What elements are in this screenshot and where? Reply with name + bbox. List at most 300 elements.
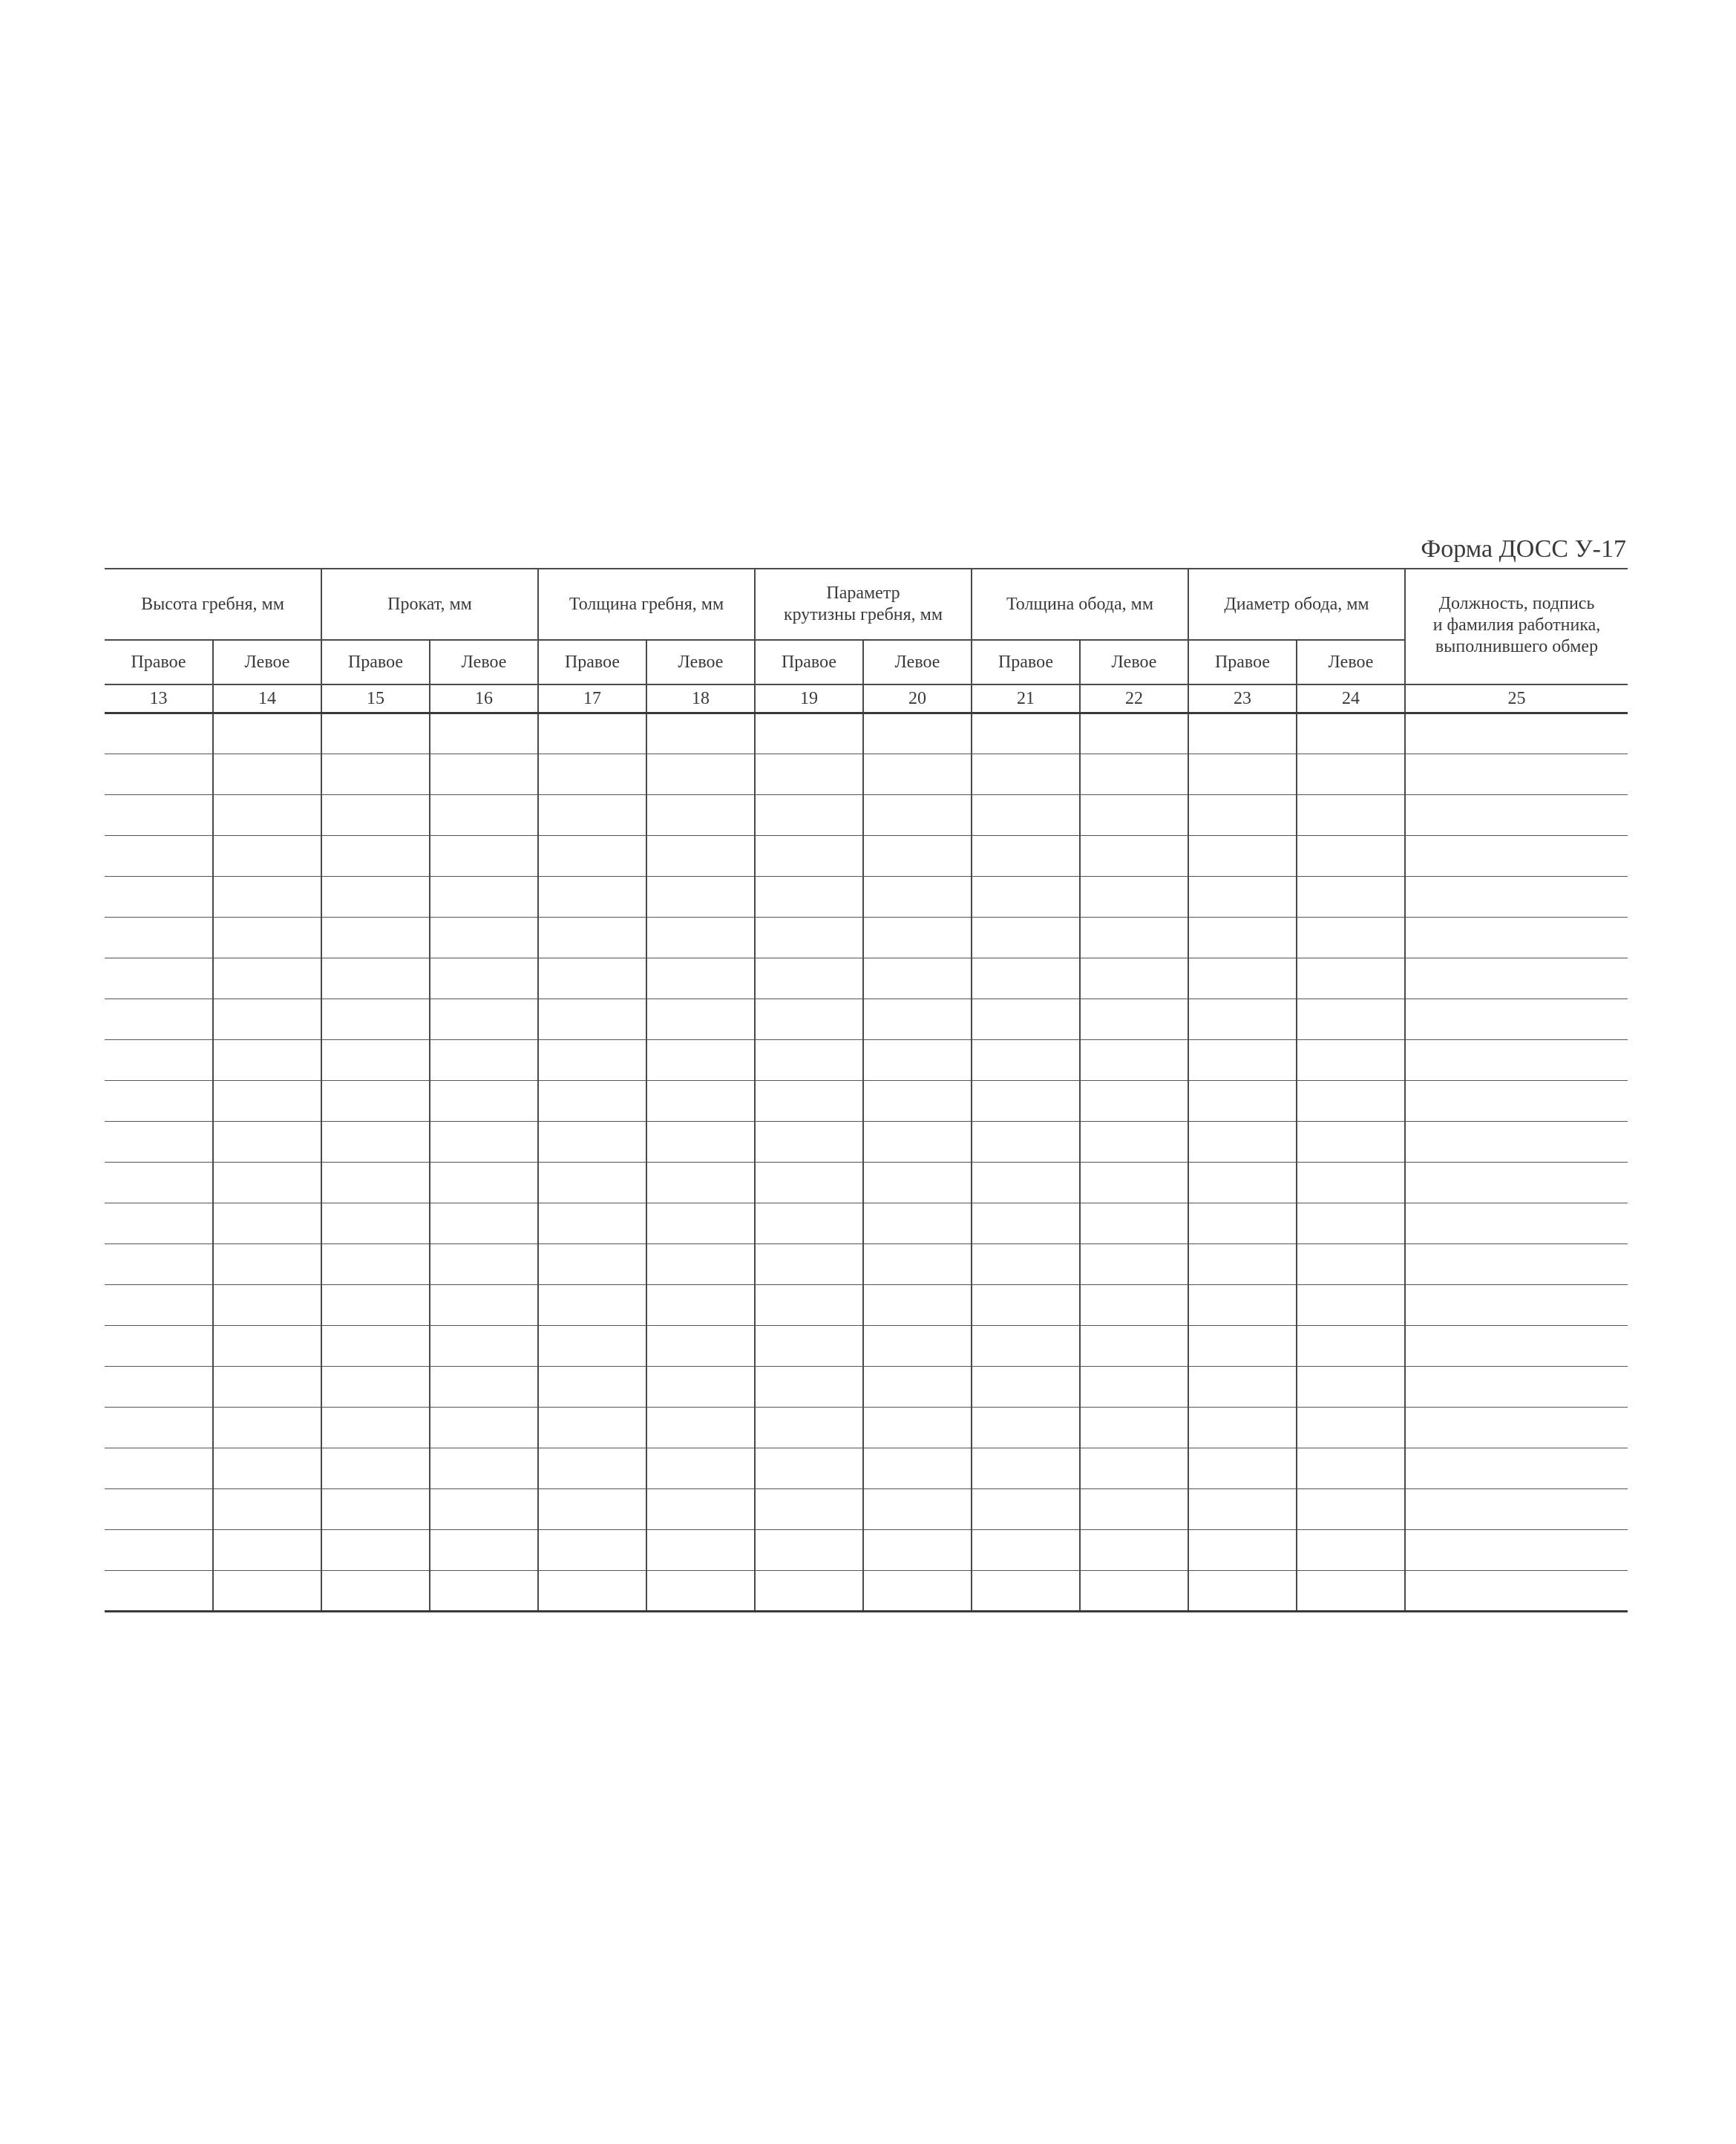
table-cell[interactable] <box>105 754 213 794</box>
table-cell[interactable] <box>538 1121 646 1162</box>
table-cell[interactable] <box>538 1162 646 1203</box>
table-cell[interactable] <box>105 958 213 999</box>
table-cell[interactable] <box>1405 1284 1628 1325</box>
table-cell[interactable] <box>1297 754 1405 794</box>
table-cell[interactable] <box>646 1570 755 1611</box>
table-cell[interactable] <box>1405 713 1628 754</box>
table-cell[interactable] <box>972 1488 1080 1529</box>
table-cell[interactable] <box>1405 1407 1628 1448</box>
table-cell[interactable] <box>105 1080 213 1121</box>
table-cell[interactable] <box>321 999 430 1039</box>
table-cell[interactable] <box>213 1407 321 1448</box>
table-cell[interactable] <box>1188 1325 1297 1366</box>
table-cell[interactable] <box>1297 1407 1405 1448</box>
table-cell[interactable] <box>1297 1039 1405 1080</box>
table-cell[interactable] <box>972 754 1080 794</box>
table-cell[interactable] <box>213 1570 321 1611</box>
table-cell[interactable] <box>1188 1039 1297 1080</box>
table-cell[interactable] <box>863 1407 972 1448</box>
table-cell[interactable] <box>538 1529 646 1570</box>
table-cell[interactable] <box>538 794 646 835</box>
table-cell[interactable] <box>538 1284 646 1325</box>
table-cell[interactable] <box>430 754 538 794</box>
table-cell[interactable] <box>646 1162 755 1203</box>
table-cell[interactable] <box>105 794 213 835</box>
table-cell[interactable] <box>1297 1121 1405 1162</box>
table-cell[interactable] <box>863 1203 972 1243</box>
table-cell[interactable] <box>755 1203 863 1243</box>
table-cell[interactable] <box>1080 1121 1188 1162</box>
table-cell[interactable] <box>863 1488 972 1529</box>
table-cell[interactable] <box>755 1488 863 1529</box>
form-title: Форма ДОСС У-17 <box>1421 535 1626 563</box>
table-cell[interactable] <box>646 1284 755 1325</box>
table-cell[interactable] <box>321 713 430 754</box>
table-cell[interactable] <box>105 1407 213 1448</box>
table-cell[interactable] <box>213 1162 321 1203</box>
table-cell[interactable] <box>213 794 321 835</box>
table-cell[interactable] <box>646 1325 755 1366</box>
table-cell[interactable] <box>755 999 863 1039</box>
table-cell[interactable] <box>213 1203 321 1243</box>
table-cell[interactable] <box>1297 876 1405 917</box>
table-cell[interactable] <box>430 1570 538 1611</box>
table-cell[interactable] <box>1080 1529 1188 1570</box>
table-cell[interactable] <box>105 999 213 1039</box>
table-cell[interactable] <box>430 1325 538 1366</box>
table-cell[interactable] <box>1188 1080 1297 1121</box>
table-cell[interactable] <box>1405 1529 1628 1570</box>
table-cell[interactable] <box>1188 794 1297 835</box>
table-cell[interactable] <box>755 1121 863 1162</box>
side-left-label: Левое <box>213 640 321 684</box>
table-cell[interactable] <box>430 1529 538 1570</box>
table-cell[interactable] <box>105 1162 213 1203</box>
table-cell[interactable] <box>321 876 430 917</box>
table-cell[interactable] <box>1297 1325 1405 1366</box>
table-cell[interactable] <box>213 999 321 1039</box>
table-cell[interactable] <box>321 1039 430 1080</box>
table-cell[interactable] <box>1405 1366 1628 1407</box>
table-cell[interactable] <box>105 1570 213 1611</box>
table-row <box>105 1162 1628 1203</box>
table-cell[interactable] <box>538 1366 646 1407</box>
table-cell[interactable] <box>646 876 755 917</box>
table-cell[interactable] <box>755 1284 863 1325</box>
table-cell[interactable] <box>1080 1243 1188 1284</box>
table-cell[interactable] <box>863 1448 972 1488</box>
table-cell[interactable] <box>1297 917 1405 958</box>
table-cell[interactable] <box>755 876 863 917</box>
table-cell[interactable] <box>972 999 1080 1039</box>
table-cell[interactable] <box>863 958 972 999</box>
table-cell[interactable] <box>213 1284 321 1325</box>
table-cell[interactable] <box>1297 1488 1405 1529</box>
table-cell[interactable] <box>321 1203 430 1243</box>
table-cell[interactable] <box>972 958 1080 999</box>
table-cell[interactable] <box>1297 1448 1405 1488</box>
table-cell[interactable] <box>646 794 755 835</box>
table-cell[interactable] <box>213 1529 321 1570</box>
table-cell[interactable] <box>430 794 538 835</box>
table-cell[interactable] <box>105 1366 213 1407</box>
table-cell[interactable] <box>755 1529 863 1570</box>
table-cell[interactable] <box>1080 754 1188 794</box>
table-cell[interactable] <box>646 917 755 958</box>
table-cell[interactable] <box>321 958 430 999</box>
table-cell[interactable] <box>105 1325 213 1366</box>
table-cell[interactable] <box>646 1366 755 1407</box>
table-cell[interactable] <box>1080 917 1188 958</box>
table-cell[interactable] <box>430 1203 538 1243</box>
table-cell[interactable] <box>321 1366 430 1407</box>
table-cell[interactable] <box>538 1325 646 1366</box>
table-cell[interactable] <box>755 1039 863 1080</box>
table-cell[interactable] <box>1188 754 1297 794</box>
table-cell[interactable] <box>1405 958 1628 999</box>
table-cell[interactable] <box>863 1121 972 1162</box>
table-cell[interactable] <box>863 794 972 835</box>
table-cell[interactable] <box>1297 1243 1405 1284</box>
table-cell[interactable] <box>1297 1080 1405 1121</box>
table-cell[interactable] <box>538 1570 646 1611</box>
table-cell[interactable] <box>646 1407 755 1448</box>
table-cell[interactable] <box>1188 713 1297 754</box>
table-cell[interactable] <box>213 835 321 876</box>
table-cell[interactable] <box>755 794 863 835</box>
table-cell[interactable] <box>1405 1203 1628 1243</box>
table-cell[interactable] <box>1080 713 1188 754</box>
table-cell[interactable] <box>1405 1243 1628 1284</box>
table-cell[interactable] <box>972 1243 1080 1284</box>
table-cell[interactable] <box>646 1121 755 1162</box>
table-cell[interactable] <box>972 835 1080 876</box>
table-cell[interactable] <box>755 835 863 876</box>
table-cell[interactable] <box>863 713 972 754</box>
table-cell[interactable] <box>1405 1325 1628 1366</box>
table-cell[interactable] <box>105 1039 213 1080</box>
table-cell[interactable] <box>755 713 863 754</box>
table-cell[interactable] <box>863 1243 972 1284</box>
group-header <box>538 569 755 640</box>
table-cell[interactable] <box>646 1039 755 1080</box>
table-row <box>105 1570 1628 1611</box>
table-cell[interactable] <box>430 1488 538 1529</box>
table-cell[interactable] <box>863 876 972 917</box>
table-cell[interactable] <box>1188 1284 1297 1325</box>
table-cell[interactable] <box>105 876 213 917</box>
table-cell[interactable] <box>321 1529 430 1570</box>
table-cell[interactable] <box>430 1284 538 1325</box>
table-cell[interactable] <box>863 1162 972 1203</box>
table-cell[interactable] <box>646 958 755 999</box>
table-cell[interactable] <box>213 1039 321 1080</box>
table-cell[interactable] <box>430 835 538 876</box>
table-cell[interactable] <box>538 754 646 794</box>
table-cell[interactable] <box>1080 876 1188 917</box>
table-cell[interactable] <box>213 958 321 999</box>
table-cell[interactable] <box>105 835 213 876</box>
table-cell[interactable] <box>972 1284 1080 1325</box>
table-cell[interactable] <box>863 1284 972 1325</box>
table-cell[interactable] <box>321 1162 430 1203</box>
table-cell[interactable] <box>1405 1121 1628 1162</box>
table-cell[interactable] <box>755 958 863 999</box>
table-cell[interactable] <box>863 917 972 958</box>
table-cell[interactable] <box>1188 999 1297 1039</box>
table-cell[interactable] <box>430 713 538 754</box>
group-label: Толщина гребня, мм <box>569 594 724 614</box>
table-cell[interactable] <box>321 1243 430 1284</box>
table-cell[interactable] <box>213 1488 321 1529</box>
table-cell[interactable] <box>321 1570 430 1611</box>
table-cell[interactable] <box>1297 794 1405 835</box>
table-cell[interactable] <box>321 1121 430 1162</box>
table-cell[interactable] <box>1080 1162 1188 1203</box>
table-cell[interactable] <box>430 1162 538 1203</box>
table-cell[interactable] <box>1188 1488 1297 1529</box>
table-cell[interactable] <box>1080 1039 1188 1080</box>
table-cell[interactable] <box>972 1162 1080 1203</box>
table-cell[interactable] <box>1080 794 1188 835</box>
table-cell[interactable] <box>430 999 538 1039</box>
table-cell[interactable] <box>1405 1080 1628 1121</box>
table-row <box>105 1203 1628 1243</box>
table-cell[interactable] <box>1080 1407 1188 1448</box>
table-cell[interactable] <box>538 713 646 754</box>
table-cell[interactable] <box>213 1366 321 1407</box>
table-row <box>105 1121 1628 1162</box>
table-cell[interactable] <box>321 754 430 794</box>
table-cell[interactable] <box>538 1080 646 1121</box>
side-right-label: Правое <box>538 640 646 684</box>
table-cell[interactable] <box>430 917 538 958</box>
table-cell[interactable] <box>1188 1529 1297 1570</box>
table-cell[interactable] <box>1188 1203 1297 1243</box>
table-cell[interactable] <box>213 1080 321 1121</box>
table-cell[interactable] <box>972 1529 1080 1570</box>
table-cell[interactable] <box>972 1121 1080 1162</box>
column-number-row <box>105 684 1628 713</box>
table-cell[interactable] <box>863 1325 972 1366</box>
table-cell[interactable] <box>321 1080 430 1121</box>
table-cell[interactable] <box>105 1121 213 1162</box>
table-cell[interactable] <box>1080 958 1188 999</box>
table-cell[interactable] <box>972 794 1080 835</box>
table-cell[interactable] <box>646 835 755 876</box>
table-cell[interactable] <box>321 1448 430 1488</box>
table-cell[interactable] <box>646 1488 755 1529</box>
table-cell[interactable] <box>863 835 972 876</box>
table-cell[interactable] <box>105 1448 213 1488</box>
table-cell[interactable] <box>538 999 646 1039</box>
table-cell[interactable] <box>1405 1448 1628 1488</box>
table-cell[interactable] <box>1188 1121 1297 1162</box>
table-cell[interactable] <box>972 713 1080 754</box>
table-cell[interactable] <box>972 876 1080 917</box>
table-cell[interactable] <box>755 1448 863 1488</box>
table-cell[interactable] <box>1297 999 1405 1039</box>
side-left-label: Левое <box>1080 640 1188 684</box>
column-number: 20 <box>863 684 972 713</box>
table-cell[interactable] <box>972 1448 1080 1488</box>
table-cell[interactable] <box>538 835 646 876</box>
table-cell[interactable] <box>538 1448 646 1488</box>
table-cell[interactable] <box>1297 1366 1405 1407</box>
table-cell[interactable] <box>646 1080 755 1121</box>
table-cell[interactable] <box>1080 1080 1188 1121</box>
table-cell[interactable] <box>1405 754 1628 794</box>
table-cell[interactable] <box>321 835 430 876</box>
table-cell[interactable] <box>105 1243 213 1284</box>
table-cell[interactable] <box>430 1039 538 1080</box>
table-cell[interactable] <box>1188 1570 1297 1611</box>
table-cell[interactable] <box>646 1529 755 1570</box>
table-cell[interactable] <box>755 917 863 958</box>
table-cell[interactable] <box>213 1325 321 1366</box>
table-cell[interactable] <box>1297 958 1405 999</box>
table-cell[interactable] <box>863 1080 972 1121</box>
table-cell[interactable] <box>1297 1284 1405 1325</box>
table-cell[interactable] <box>321 917 430 958</box>
table-cell[interactable] <box>430 1243 538 1284</box>
table-cell[interactable] <box>321 1284 430 1325</box>
table-cell[interactable] <box>1405 999 1628 1039</box>
table-cell[interactable] <box>972 917 1080 958</box>
table-cell[interactable] <box>538 917 646 958</box>
table-cell[interactable] <box>1297 1203 1405 1243</box>
table-cell[interactable] <box>538 1407 646 1448</box>
table-cell[interactable] <box>1080 835 1188 876</box>
table-cell[interactable] <box>1188 1448 1297 1488</box>
table-cell[interactable] <box>213 713 321 754</box>
table-cell[interactable] <box>538 1243 646 1284</box>
table-cell[interactable] <box>430 1080 538 1121</box>
table-cell[interactable] <box>863 999 972 1039</box>
table-cell[interactable] <box>1080 1570 1188 1611</box>
table-cell[interactable] <box>105 917 213 958</box>
table-cell[interactable] <box>1405 1039 1628 1080</box>
table-cell[interactable] <box>863 1570 972 1611</box>
table-cell[interactable] <box>972 1039 1080 1080</box>
table-cell[interactable] <box>213 1121 321 1162</box>
table-cell[interactable] <box>972 1325 1080 1366</box>
table-cell[interactable] <box>1188 1162 1297 1203</box>
table-cell[interactable] <box>1080 999 1188 1039</box>
table-cell[interactable] <box>1297 835 1405 876</box>
table-cell[interactable] <box>1188 876 1297 917</box>
table-cell[interactable] <box>321 1488 430 1529</box>
table-cell[interactable] <box>1405 835 1628 876</box>
table-cell[interactable] <box>105 1203 213 1243</box>
table-cell[interactable] <box>430 876 538 917</box>
table-cell[interactable] <box>755 1243 863 1284</box>
table-cell[interactable] <box>1080 1325 1188 1366</box>
table-cell[interactable] <box>430 1366 538 1407</box>
table-cell[interactable] <box>646 1203 755 1243</box>
table-cell[interactable] <box>755 1162 863 1203</box>
table-cell[interactable] <box>1405 917 1628 958</box>
table-cell[interactable] <box>1080 1488 1188 1529</box>
table-cell[interactable] <box>1080 1203 1188 1243</box>
table-cell[interactable] <box>321 1407 430 1448</box>
table-cell[interactable] <box>1080 1366 1188 1407</box>
table-cell[interactable] <box>1188 1366 1297 1407</box>
table-cell[interactable] <box>755 1325 863 1366</box>
table-cell[interactable] <box>755 1407 863 1448</box>
table-cell[interactable] <box>1297 1529 1405 1570</box>
table-cell[interactable] <box>972 1203 1080 1243</box>
table-cell[interactable] <box>213 917 321 958</box>
table-cell[interactable] <box>1297 1570 1405 1611</box>
table-cell[interactable] <box>646 999 755 1039</box>
table-cell[interactable] <box>213 1243 321 1284</box>
table-cell[interactable] <box>972 1570 1080 1611</box>
table-cell[interactable] <box>1297 1162 1405 1203</box>
table-cell[interactable] <box>1188 1243 1297 1284</box>
table-cell[interactable] <box>213 1448 321 1488</box>
table-cell[interactable] <box>1405 794 1628 835</box>
table-cell[interactable] <box>430 1121 538 1162</box>
table-cell[interactable] <box>105 1488 213 1529</box>
table-cell[interactable] <box>1405 1162 1628 1203</box>
table-cell[interactable] <box>1405 1570 1628 1611</box>
table-cell[interactable] <box>646 1243 755 1284</box>
table-cell[interactable] <box>1080 1284 1188 1325</box>
table-cell[interactable] <box>430 958 538 999</box>
table-cell[interactable] <box>1080 1448 1188 1488</box>
table-cell[interactable] <box>538 1203 646 1243</box>
table-cell[interactable] <box>755 1366 863 1407</box>
table-cell[interactable] <box>646 1448 755 1488</box>
table-cell[interactable] <box>1405 1488 1628 1529</box>
table-cell[interactable] <box>430 1448 538 1488</box>
table-cell[interactable] <box>1297 713 1405 754</box>
table-cell[interactable] <box>213 754 321 794</box>
table-cell[interactable] <box>1188 835 1297 876</box>
table-cell[interactable] <box>755 754 863 794</box>
side-left-label: Левое <box>1297 640 1405 684</box>
table-cell[interactable] <box>972 1366 1080 1407</box>
table-cell[interactable] <box>538 1488 646 1529</box>
table-cell[interactable] <box>863 1366 972 1407</box>
table-cell[interactable] <box>972 1407 1080 1448</box>
table-cell[interactable] <box>538 1039 646 1080</box>
table-cell[interactable] <box>863 754 972 794</box>
table-cell[interactable] <box>972 1080 1080 1121</box>
table-cell[interactable] <box>321 1325 430 1366</box>
column-number: 24 <box>1297 684 1405 713</box>
table-cell[interactable] <box>755 1080 863 1121</box>
table-cell[interactable] <box>1188 1407 1297 1448</box>
table-cell[interactable] <box>430 1407 538 1448</box>
table-cell[interactable] <box>1188 958 1297 999</box>
table-cell[interactable] <box>538 958 646 999</box>
table-cell[interactable] <box>105 1284 213 1325</box>
table-cell[interactable] <box>105 713 213 754</box>
table-cell[interactable] <box>321 794 430 835</box>
table-cell[interactable] <box>755 1570 863 1611</box>
table-cell[interactable] <box>863 1529 972 1570</box>
table-cell[interactable] <box>1405 876 1628 917</box>
table-cell[interactable] <box>646 754 755 794</box>
table-cell[interactable] <box>646 713 755 754</box>
table-cell[interactable] <box>538 876 646 917</box>
table-cell[interactable] <box>105 1529 213 1570</box>
table-cell[interactable] <box>863 1039 972 1080</box>
table-cell[interactable] <box>1188 917 1297 958</box>
table-cell[interactable] <box>213 876 321 917</box>
